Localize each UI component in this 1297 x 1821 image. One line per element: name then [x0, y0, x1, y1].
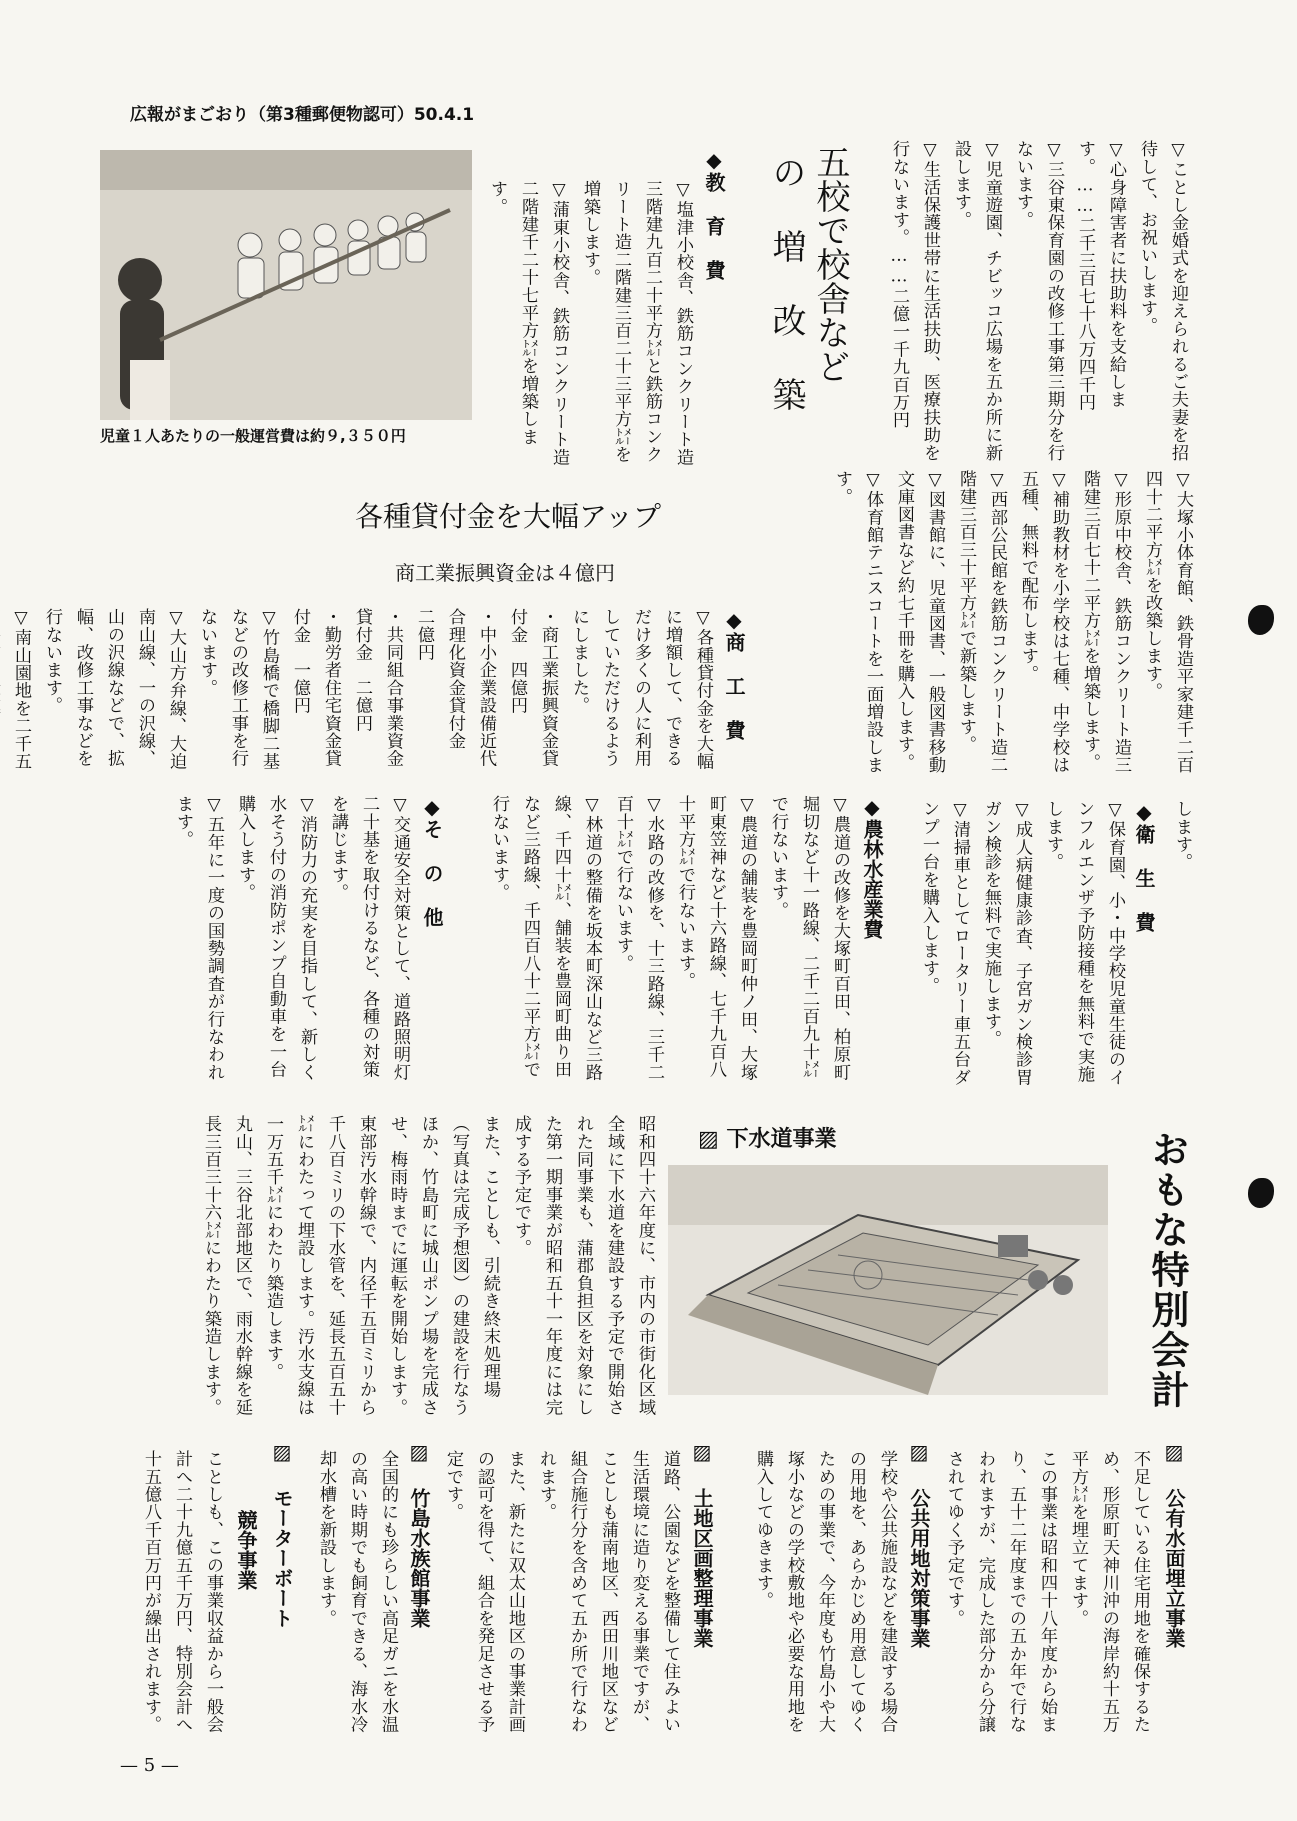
paragraph: ▽西部公民館を鉄筋コンクリート造二階建三百三十平方㍍で新築します。: [956, 470, 1007, 774]
paragraph: ▽南山園地を二千五: [11, 608, 31, 771]
paragraph: ▽竹島橋で橋脚二基などの改修工事を行ないます。: [197, 608, 279, 771]
paragraph: ▽大山方弁線、大迫南山線、一の沢線、山の沢線などで、拡幅、改修工事などを行ないます。: [42, 608, 186, 771]
paragraph: また、ことしも、引続き終末処理場（写真は完成予想図）の建設を行なうほか、竹島町に城山ポンプ場を完成させ、梅雨時までに運転を開始します。: [387, 1115, 500, 1416]
article-column-education: [480, 180, 698, 470]
photo-sewage-plant-graphic: [668, 1165, 1108, 1395]
paragraph: ▽心身障害者に扶助料を支給します。……二千三百七十八万四千円: [1075, 140, 1126, 412]
paragraph: ▽消防力の充実を目指して、新しく水そう付の消防ポンプ自動車を一台購入します。: [235, 795, 317, 1081]
article-column-land-readjustment: [443, 1450, 685, 1740]
photo-tug-of-war-graphic: [100, 150, 472, 420]
binding-hole-mark: [1248, 1178, 1274, 1208]
headline-schools: [760, 145, 852, 455]
paragraph: ▽各種貸付金を大幅に増額して、できるだけ多くの人に利用していただけるようにしました。: [569, 608, 713, 771]
paragraph: 全国的にも珍らしい高足ガニを水温の高い時期でも飼育できる、海水冷却水槽を新設します。: [316, 1450, 398, 1734]
section-heading-agriculture: ◆農林水産業費: [860, 795, 884, 939]
article-column-sanitation: [880, 800, 1130, 1100]
photo-sewage-plant-rendering: [668, 1165, 1108, 1395]
paragraph: します。: [1172, 800, 1192, 871]
paragraph: 丸山、三谷北部地区で、雨水幹線を延長三百三十六㍍にわたり築造します。: [201, 1115, 252, 1416]
paragraph: ▽ことし金婚式を迎えられるご夫妻を招待して、お祝いします。: [1137, 140, 1188, 462]
paragraph: ことしも、この事業収益から一般会計へ二十九億五千万円、特別会計へ十五億八千百万円が繰出されます。: [141, 1450, 223, 1734]
section-heading-sewerage: ▨ 下水道事業: [698, 1127, 837, 1152]
headline-loans: 各種貸付金を大幅アップ: [355, 500, 662, 533]
article-column-public-land: [720, 1450, 902, 1740]
paragraph: 不足している住宅用地を確保するため、形原町天神川沖の海岸約十五万平方㍍を埋立てます。: [1068, 1450, 1150, 1734]
paragraph: ▽大塚小体育館、鉄骨造平家建千二百四十二平方㍍を改築します。: [1142, 470, 1193, 774]
paragraph: ▽蒲東小校舎、鉄筋コンクリート造二階建千二十七平方㍍を増築します。: [487, 180, 569, 466]
section-heading-education: ◆教 育 費: [702, 148, 726, 280]
article-column-motorboat: [100, 1450, 228, 1740]
article-column-facilities: [758, 470, 1198, 790]
paragraph: ▽図書館に、児童図書、一般図書移動文庫図書など約七千冊を購入します。: [894, 470, 945, 774]
paragraph: ▽水路の改修を、十三路線、三千二百十㍍で行ないます。: [613, 795, 664, 1081]
paragraph: ▽形原中校舎、鉄筋コンクリート造三階建三百七十二平方㍍を増築します。: [1080, 470, 1131, 774]
paragraph: ▽林道の整備を坂本町深山など三路線、千四十㍍、舗装を豊岡町曲り田など三路線、千四百八十二平方㍍で行ないます。: [489, 795, 602, 1081]
paragraph: ▽成人病健康診査、子宮ガン検診胃ガン検診を無料で実施します。: [981, 800, 1032, 1086]
paragraph: ▽補助教材を小学校は七種、中学校は五種、無料で配布します。: [1018, 470, 1069, 774]
paragraph: ▽清掃車としてロータリー車五台ダンプ一台を購入します。: [919, 800, 970, 1086]
section-heading-public-land: ▨ 公共用地対策事業: [907, 1440, 931, 1648]
headline-line-1: 五校で校舎など: [810, 145, 850, 383]
article-column-agriculture: [465, 795, 855, 1085]
paragraph: ▽保育園、小・中学校児童生徒のインフルエンザ予防接種を無料で実施します。: [1043, 800, 1125, 1086]
page-number: — 5 —: [120, 1755, 179, 1776]
paragraph: ▽体育館テニスコートを一面増設します。: [832, 470, 883, 774]
masthead: 広報がまごおり（第3種郵便物認可）50.4.1: [130, 105, 475, 125]
section-heading-sanitation: ◆衛 生 費: [1132, 800, 1156, 932]
paragraph: 昭和四十六年度に、市内の市街化区域全域に下水道を建設する予定で開始された同事業も、蒲郡負担区を対象にした第一期事業が昭和五十一年度には完成する予定です。: [511, 1115, 655, 1416]
paragraph: ▽児童遊園、チビッコ広場を五か所に新設します。: [951, 140, 1002, 462]
article-column-aquarium: [305, 1450, 403, 1740]
section-heading-commerce: ◆商 工 費: [722, 608, 746, 740]
section-heading-motorboat-2: 競争事業: [234, 1510, 258, 1590]
article-column-commerce: [11, 608, 718, 778]
paragraph: ・共同組合事業資金貸付金 二億円: [352, 608, 403, 768]
article-column-other: [165, 795, 415, 1095]
paragraph: 東部汚水幹線で、内径千五百ミリから千八百ミリの下水管を、延長五百五十㍍にわたって埋設します。汚水支線は一万五千㍍にわたり築造します。: [263, 1115, 376, 1416]
paragraph: この事業は昭和四十八年度から始まり、五十二年度までの五か年で行なわれますが、完成した部分から分譲されてゆく予定です。: [944, 1450, 1057, 1734]
section-heading-land-readjustment: ▨ 土地区画整理事業: [690, 1440, 714, 1648]
paragraph: ▽三谷東保育園の改修工事第三期分を行ないます。: [1013, 140, 1064, 462]
paragraph: ▽農道の舗装を豊岡町仲ノ田、大塚町東笠神など十六路線、七千九百八十平方㍍で行ないます。: [675, 795, 757, 1081]
headline-special-accounts: おもな特別会計: [1145, 1130, 1189, 1410]
paragraph: ▽農道の改修を大塚町百田、柏原町堀切など十一路線、二千二百九十㍍で行ないます。: [768, 795, 850, 1081]
paragraph: ・商工業振興資金貸付金 四億円: [507, 608, 558, 768]
section-heading-other: ◆そ の 他: [420, 795, 444, 927]
paragraph: ▽生活保護世帯に生活扶助、医療扶助を行ないます。……二億一千九百万円: [889, 140, 940, 462]
paragraph: ▽塩津小校舎、鉄筋コンクリート造三階建九百二十平方㍍と鉄筋コンクリート造二階建三百二十三平方㍍を増築します。: [580, 180, 693, 466]
binding-hole-mark: [1248, 605, 1274, 635]
paragraph: ▽交通安全対策として、道路照明灯二十基を取付けるなど、各種の対策を講じます。: [328, 795, 410, 1081]
photo-caption: 児童１人あたりの一般運営費は約９,３５０円: [100, 427, 406, 445]
paragraph: ・中小企業設備近代合理化資金貸付金 二億円: [414, 608, 496, 768]
paragraph: 学校や公共施設などを建設する場合の用地を、あらかじめ用意してゆくための事業で、今年度も竹島小や大塚小などの学校敷地や必要な用地を購入してゆきます。: [753, 1450, 897, 1734]
photo-tug-of-war: [100, 150, 472, 420]
section-heading-reclamation: ▨ 公有水面埋立事業: [1162, 1440, 1186, 1648]
article-column-welfare: [858, 140, 1193, 470]
paragraph: 道路、公園などを整備して住みよい生活環境に造り変える事業ですが、ことしも蒲南地区、西田川地区など組合施行分を含めて五か所で行なわれます。: [536, 1450, 680, 1734]
paragraph: ▽五年に一度の国勢調査が行なわれます。: [173, 795, 224, 1081]
paragraph: また、新たに双太山地区の事業計画の認可を得て、組合を発足させる予定です。: [443, 1450, 525, 1734]
section-heading-aquarium: ▨ 竹島水族館事業: [407, 1440, 431, 1628]
headline-line-2: の 増 改 築: [766, 155, 806, 411]
paragraph: ・勤労者住宅資金貸付金 一億円: [290, 608, 341, 768]
article-column-sanitation-lead: [1165, 800, 1197, 890]
article-column-reclamation: [944, 1450, 1155, 1740]
subheadline-loans: 商工業振興資金は４億円: [395, 561, 615, 585]
section-heading-motorboat: ▨ モーターボート: [270, 1440, 294, 1628]
article-column-sewerage: [100, 1115, 660, 1425]
